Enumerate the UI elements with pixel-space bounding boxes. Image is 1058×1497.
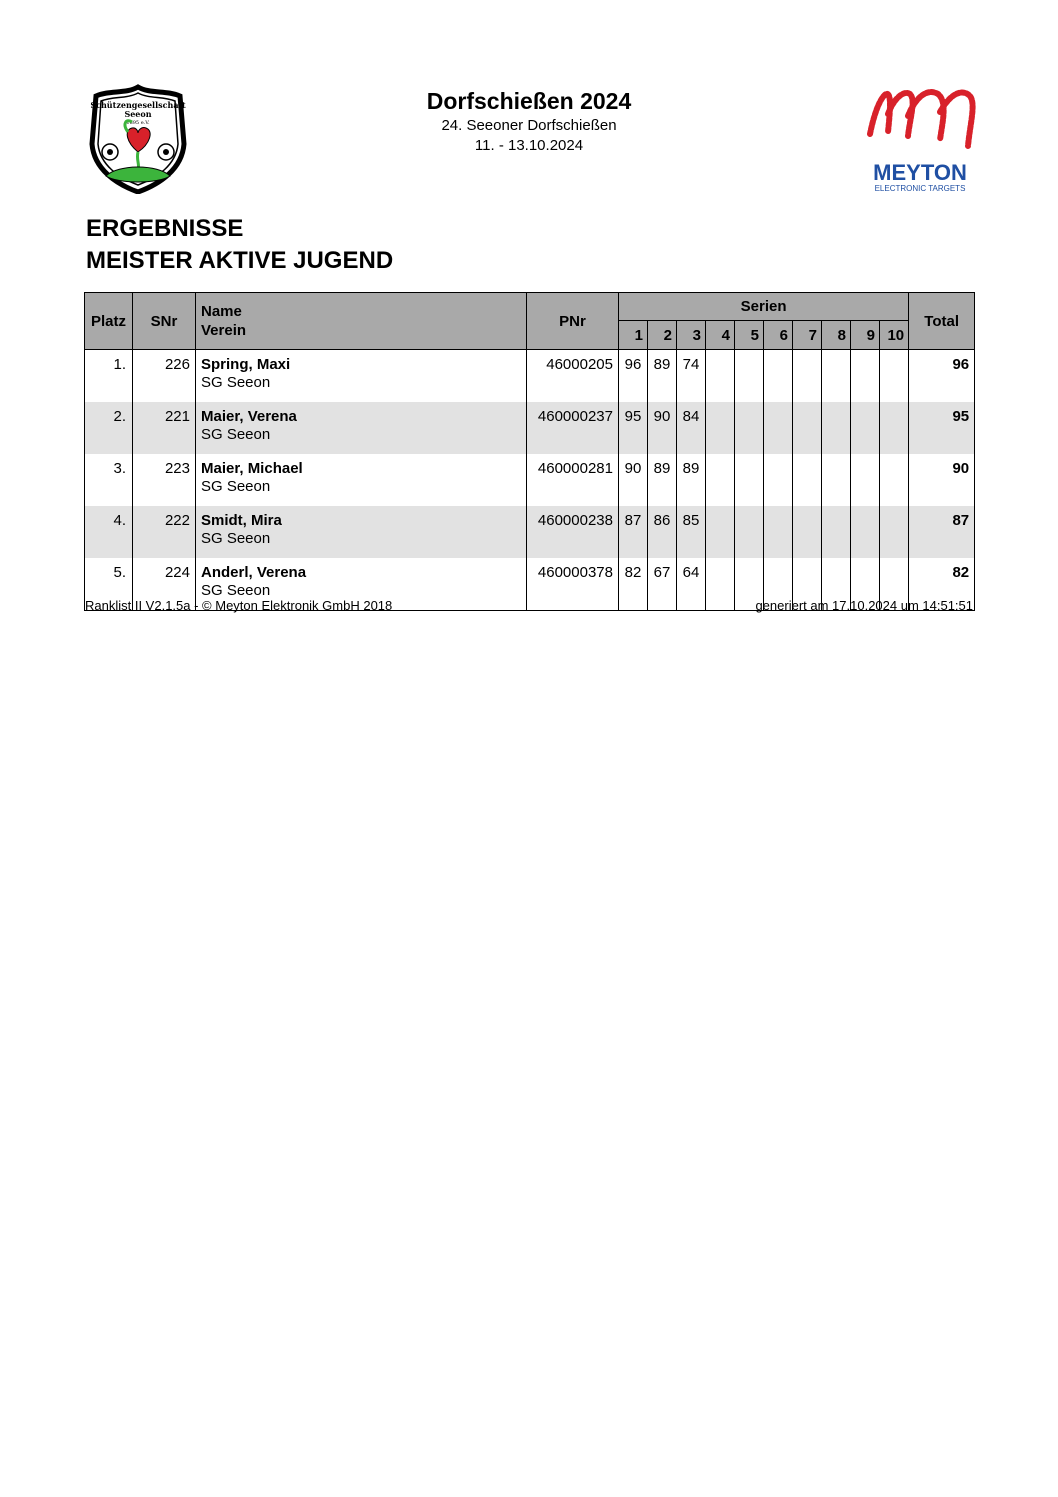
cell-series-6 (764, 506, 793, 558)
header-pnr: PNr (527, 293, 619, 350)
table-row (85, 454, 975, 506)
cell-pnr: 460000281 (527, 454, 619, 506)
cell-name-verein (196, 506, 527, 558)
cell-series-2: 67 (648, 558, 677, 611)
cell-series-1: 90 (619, 454, 648, 506)
header-series-3: 3 (677, 321, 706, 350)
cell-snr: 221 (133, 402, 196, 454)
cell-series-4 (706, 402, 735, 454)
cell-series-7 (793, 454, 822, 506)
cell-series-7 (793, 350, 822, 403)
cell-series-10 (880, 506, 909, 558)
cell-series-6 (764, 350, 793, 403)
cell-series-4 (706, 506, 735, 558)
header-name: Name (201, 303, 242, 320)
meyton-tagline: ELECTRONIC TARGETS (874, 184, 966, 193)
header-series-9: 9 (851, 321, 880, 350)
header-series-4: 4 (706, 321, 735, 350)
club-logo (88, 84, 188, 194)
cell-series-10 (880, 454, 909, 506)
header-series-6: 6 (764, 321, 793, 350)
section-title (86, 213, 393, 277)
club-logo-text-year: 1895 e.V. (126, 120, 150, 126)
section-title-line2: MEISTER AKTIVE JUGEND (86, 247, 394, 274)
cell-series-3: 74 (677, 350, 706, 403)
table-row (85, 506, 975, 558)
header-series-8: 8 (822, 321, 851, 350)
cell-pnr: 460000238 (527, 506, 619, 558)
shooter-name: Anderl, Verena (201, 564, 307, 581)
shooter-name: Smidt, Mira (201, 512, 282, 529)
cell-series-8 (822, 506, 851, 558)
cell-snr: 223 (133, 454, 196, 506)
cell-series-9 (851, 402, 880, 454)
cell-pnr: 460000237 (527, 402, 619, 454)
shooter-name: Spring, Maxi (201, 356, 291, 373)
club-name: SG Seeon (201, 530, 271, 547)
section-title-line1: ERGEBNISSE (86, 215, 244, 242)
cell-series-9 (851, 454, 880, 506)
footer-copyright: Ranklist II V2.1.5a - © Meyton Elektronik GmbH 2018 (85, 598, 393, 613)
meyton-logo (862, 84, 978, 196)
meyton-brand: MEYTON (873, 160, 967, 185)
cell-series-5 (735, 402, 764, 454)
cell-platz: 1. (85, 350, 133, 403)
club-name: SG Seeon (201, 426, 271, 443)
cell-platz: 4. (85, 506, 133, 558)
cell-total: 87 (909, 506, 975, 558)
document-title: Dorfschießen 2024 (426, 88, 632, 114)
club-logo-text-top: Schützengesellschaft (90, 100, 186, 110)
cell-series-5 (735, 454, 764, 506)
club-name: SG Seeon (201, 478, 271, 495)
cell-series-9 (851, 350, 880, 403)
event-dates: 11. - 13.10.2024 (474, 137, 584, 154)
cell-series-8 (822, 350, 851, 403)
cell-pnr: 460000378 (527, 558, 619, 611)
header-name-verein (196, 293, 527, 350)
cell-snr: 226 (133, 350, 196, 403)
cell-series-3: 84 (677, 402, 706, 454)
document-subtitle: 24. Seeoner Dorfschießen (441, 117, 617, 134)
cell-series-2: 86 (648, 506, 677, 558)
cell-series-9 (851, 506, 880, 558)
cell-series-1: 82 (619, 558, 648, 611)
cell-series-6 (764, 454, 793, 506)
header-serien: Serien (619, 293, 909, 321)
cell-series-10 (880, 350, 909, 403)
club-name: SG Seeon (201, 582, 271, 599)
cell-series-2: 90 (648, 402, 677, 454)
header-total: Total (909, 293, 975, 350)
cell-platz: 2. (85, 402, 133, 454)
cell-snr: 224 (133, 558, 196, 611)
cell-platz: 3. (85, 454, 133, 506)
cell-series-7 (793, 506, 822, 558)
cell-series-1: 87 (619, 506, 648, 558)
cell-series-6 (764, 402, 793, 454)
cell-series-5 (735, 506, 764, 558)
cell-series-3: 89 (677, 454, 706, 506)
shooter-name: Maier, Verena (201, 408, 297, 425)
document-header (329, 86, 729, 156)
cell-series-1: 95 (619, 402, 648, 454)
header-snr: SNr (133, 293, 196, 350)
cell-series-2: 89 (648, 350, 677, 403)
header-series-10: 10 (880, 321, 909, 350)
header-verein: Verein (201, 322, 247, 339)
cell-series-8 (822, 402, 851, 454)
cell-snr: 222 (133, 506, 196, 558)
cell-pnr: 46000205 (527, 350, 619, 403)
header-platz: Platz (85, 293, 133, 350)
cell-series-1: 96 (619, 350, 648, 403)
cell-total: 95 (909, 402, 975, 454)
cell-series-4 (706, 350, 735, 403)
club-logo-text-name: Seeon (124, 109, 152, 119)
cell-name-verein (196, 402, 527, 454)
header-series-2: 2 (648, 321, 677, 350)
header-series-5: 5 (735, 321, 764, 350)
cell-total: 96 (909, 350, 975, 403)
cell-series-3: 85 (677, 506, 706, 558)
header-series-1: 1 (619, 321, 648, 350)
cell-total: 82 (909, 558, 975, 611)
header-series-7: 7 (793, 321, 822, 350)
club-name: SG Seeon (201, 374, 271, 391)
cell-series-3: 64 (677, 558, 706, 611)
cell-series-7 (793, 402, 822, 454)
results-table (84, 292, 975, 611)
cell-name-verein (196, 454, 527, 506)
cell-series-2: 89 (648, 454, 677, 506)
cell-platz: 5. (85, 558, 133, 611)
cell-total: 90 (909, 454, 975, 506)
cell-name-verein (196, 350, 527, 403)
cell-series-5 (735, 350, 764, 403)
cell-series-10 (880, 402, 909, 454)
table-row (85, 402, 975, 454)
footer-generated: generiert am 17.10.2024 um 14:51:51 (755, 598, 973, 613)
cell-series-8 (822, 454, 851, 506)
table-row (85, 350, 975, 403)
cell-series-4 (706, 454, 735, 506)
shooter-name: Maier, Michael (201, 460, 303, 477)
